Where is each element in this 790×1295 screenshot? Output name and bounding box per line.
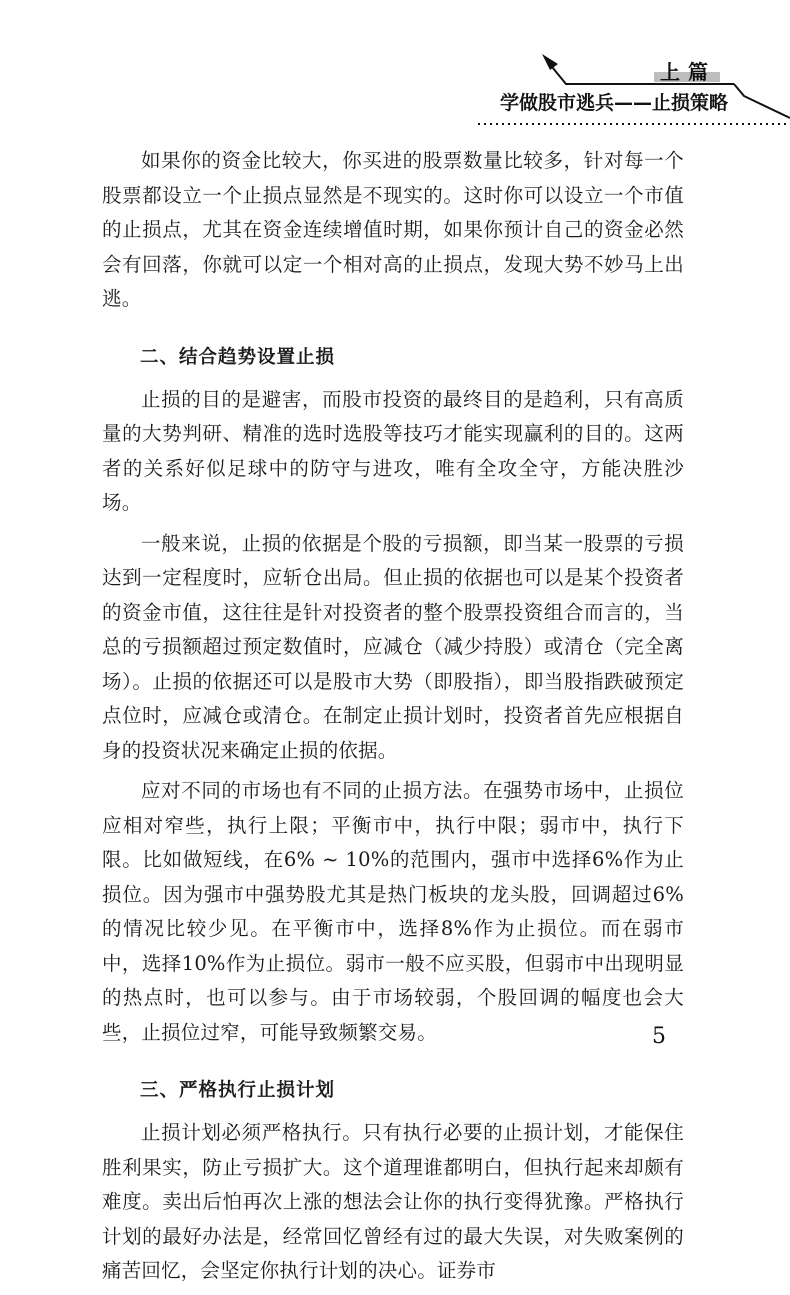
header-edge-line <box>734 84 790 118</box>
paragraph: 应对不同的市场也有不同的止损方法。在强势市场中，止损位应相对窄些，执行上限；平衡市中，执行中限；弱市中，执行下限。比如做短线，在6% ~ 10%的范围内，强市中选择6%作为止损位。因为强市中强势股尤其是热门板块的龙头股，回调超过6%的情况比较少见。在平衡市中，选择8%作为止损位。而在弱市中，选择10%作为止损位。弱市一般不应买股，但弱市中出现明显的热点时，也可以参与。由于市场较弱，个股回调的幅度也会大些，止损位过窄，可能导致频繁交易。 <box>102 779 684 1044</box>
page-number: 5 <box>652 1024 666 1049</box>
chapter-title: 学做股市逃兵——止损策略 <box>499 92 728 114</box>
section-heading: 三、严格执行止损计划 <box>140 1080 336 1101</box>
page-body <box>102 144 684 1295</box>
part-label: 上篇 <box>660 60 716 84</box>
running-header <box>0 0 790 140</box>
paragraph: 一般来说，止损的依据是个股的亏损额，即当某一股票的亏损达到一定程度时，应斩仓出局。但止损的依据也可以是某个投资者的资金市值，这往往是针对投资者的整个股票投资组合而言的，当总的亏损额超过预定数值时，应减仓（减少持股）或清仓（完全离场）。止损的依据还可以是股市大势（即股指），即当股指跌破预定点位时，应减仓或清仓。在制定止损计划时，投资者首先应根据自身的投资状况来确定止损的依据。 <box>102 531 684 762</box>
paragraph: 止损的目的是避害，而股市投资的最终目的是趋利，只有高质量的大势判研、精准的选时选股等技巧才能实现赢利的目的。这两者的关系好似足球中的防守与进攻，唯有全攻全守，方能决胜沙场。 <box>102 387 684 514</box>
paragraph: 止损计划必须严格执行。只有执行必要的止损计划，才能保住胜利果实，防止亏损扩大。这个道理谁都明白，但执行起来却颇有难度。卖出后怕再次上涨的想法会让你的执行变得犹豫。严格执行计划的最好办法是，经常回忆曾经有过的最大失误，对失败案例的痛苦回忆，会坚定你执行计划的决心。证券市 <box>102 1121 684 1282</box>
header-arrowhead <box>542 54 558 70</box>
paragraph: 如果你的资金比较大，你买进的股票数量比较多，针对每一个股票都设立一个止损点显然是不现实的。这时你可以设立一个市值的止损点，尤其在资金连续增值时期，如果你预计自己的资金必然会有回落，你就可以定一个相对高的止损点，发现大势不妙马上出逃。 <box>102 149 684 310</box>
section-heading: 二、结合趋势设置止损 <box>140 346 336 368</box>
